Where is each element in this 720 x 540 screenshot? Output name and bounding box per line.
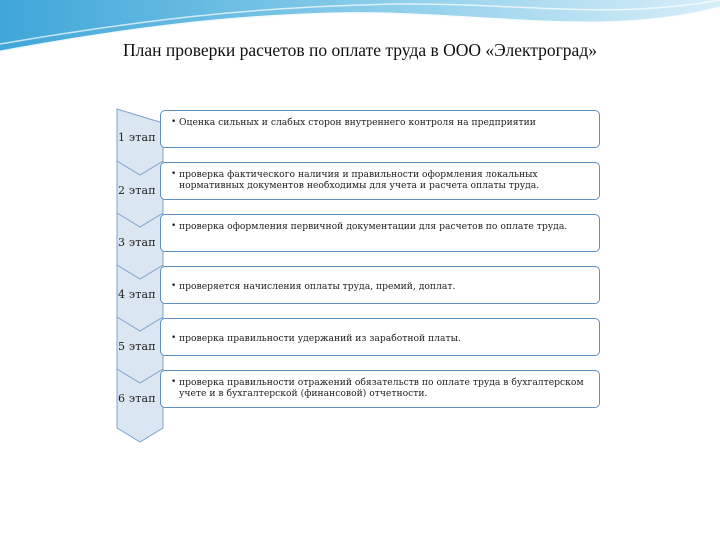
bullet-icon: • — [171, 377, 177, 387]
stage-4-label: 4 этап — [118, 288, 156, 301]
stage-6-text: проверка правильности отражений обязательств по оплате труда в бухгалтерском учете и в бухгалтерской (финансовой) отчетности. — [179, 377, 584, 399]
stage-6-box — [160, 370, 600, 408]
bullet-icon: • — [171, 221, 177, 231]
stage-5-text: проверка правильности удержаний из заработной платы. — [179, 333, 461, 344]
stage-2-box — [160, 162, 600, 200]
stage-1-text: Оценка сильных и слабых сторон внутреннего контроля на предприятии — [179, 117, 536, 128]
bullet-icon: • — [171, 169, 177, 179]
stage-4-text: проверяется начисления оплаты труда, премий, доплат. — [179, 281, 456, 292]
stage-6-label: 6 этап — [118, 392, 156, 405]
stage-2-label: 2 этап — [118, 184, 156, 197]
bullet-icon: • — [171, 281, 177, 291]
stage-5-box — [160, 318, 600, 356]
stage-4-box — [160, 266, 600, 304]
page-title: План проверки расчетов по оплате труда в ООО «Электроград» — [123, 40, 597, 60]
bullet-icon: • — [171, 333, 177, 343]
stage-3-label: 3 этап — [118, 236, 156, 249]
stage-6-chevron — [116, 368, 164, 443]
bullet-icon: • — [171, 117, 177, 127]
stage-1-box — [160, 110, 600, 148]
stage-3-box — [160, 214, 600, 252]
stage-5-label: 5 этап — [118, 340, 156, 353]
stage-2-text: проверка фактического наличия и правильности оформления локальных нормативных документов необходимы для учета и расчета оплаты труда. — [179, 169, 540, 191]
stage-1-label: 1 этап — [118, 131, 156, 144]
stage-3-text: проверка оформления первичной документации для расчетов по оплате труда. — [179, 221, 568, 232]
